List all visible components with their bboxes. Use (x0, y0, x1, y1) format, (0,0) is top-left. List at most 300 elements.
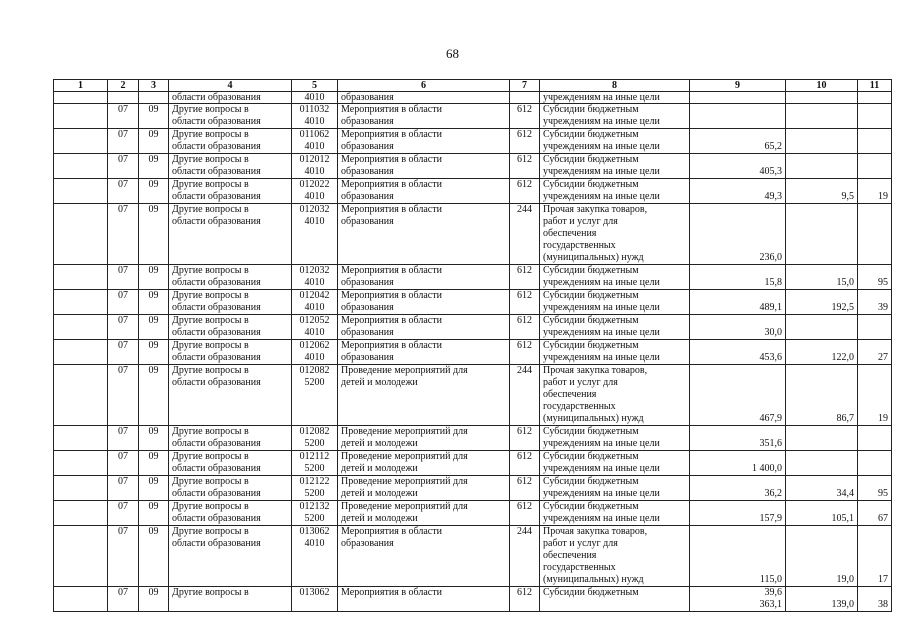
cell-line: образования (341, 191, 394, 202)
cell-line: (муниципальных) нужд (543, 252, 644, 263)
cell-line: 012012 (299, 154, 330, 165)
cell-section-name (169, 501, 292, 526)
cell-section-name (169, 526, 292, 587)
cell-target-name (338, 451, 510, 476)
cell-line: Мероприятия в области (341, 204, 442, 215)
cell-target-name (338, 340, 510, 365)
cell-line: Другие вопросы в (172, 179, 249, 190)
cell-empty (54, 365, 108, 426)
cell-section: 07 (108, 426, 139, 451)
cell-target-name (338, 204, 510, 265)
cell-value-11: 19 (858, 179, 892, 204)
cell-line: Прочая закупка товаров, (543, 204, 648, 215)
cell-target-name (338, 476, 510, 501)
cell-line: работ и услуг для (543, 216, 618, 227)
cell-line: Субсидии бюджетным (543, 179, 639, 190)
cell-line: области образования (172, 166, 261, 177)
cell-value-9: 49,3 (690, 179, 786, 204)
cell-target-code (292, 104, 338, 129)
cell-expense-type: 244 (510, 526, 540, 587)
cell-value-11 (858, 426, 892, 451)
cell-subsection: 09 (139, 426, 169, 451)
cell-expense-type: 612 (510, 129, 540, 154)
cell-value-10: 34,4 (786, 476, 858, 501)
cell-expense-type-name (540, 129, 690, 154)
cell-subsection: 09 (139, 104, 169, 129)
cell-value-line: 363,1 (759, 599, 782, 610)
cell-section-name (169, 204, 292, 265)
cell-expense-type: 612 (510, 315, 540, 340)
cell-line: 4010 (304, 538, 325, 549)
cell-section: 07 (108, 265, 139, 290)
cell-value-10 (786, 426, 858, 451)
cell-value-11: 17 (858, 526, 892, 587)
cell-line: 4010 (304, 191, 325, 202)
cell-section-name (169, 104, 292, 129)
cell-value-10: 19,0 (786, 526, 858, 587)
cell-line: Проведение мероприятий для (341, 426, 468, 437)
cell-line: 011062 (299, 129, 330, 140)
cell-line: Субсидии бюджетным (543, 340, 639, 351)
cell-empty (54, 587, 108, 612)
column-header: 8 (540, 80, 690, 92)
cell-line: Другие вопросы в (172, 365, 249, 376)
cell-line: Другие вопросы в (172, 426, 249, 437)
cell-target-name (338, 290, 510, 315)
cell-value-9: 236,0 (690, 204, 786, 265)
cell-expense-type: 612 (510, 290, 540, 315)
cell-expense-type: 244 (510, 204, 540, 265)
column-header: 7 (510, 80, 540, 92)
cell-line: Мероприятия в области (341, 104, 442, 115)
cell-line: области образования (172, 302, 261, 313)
header-row (54, 80, 892, 92)
cell-expense-type-name (540, 204, 690, 265)
cell-line: Другие вопросы в (172, 154, 249, 165)
table-row (54, 501, 892, 526)
cell-line: Мероприятия в области (341, 526, 442, 537)
cell-target-code (292, 204, 338, 265)
cell-line: 5200 (304, 438, 325, 449)
cell-target-code (292, 476, 338, 501)
cell-line: 012022 (299, 179, 330, 190)
column-header: 9 (690, 80, 786, 92)
cell-line: области образования (172, 141, 261, 152)
cell-section-name (169, 365, 292, 426)
table-row (54, 315, 892, 340)
table-row (54, 104, 892, 129)
cell-expense-type-name (540, 587, 690, 612)
cell-section-name: области образования (169, 92, 292, 104)
cell-line: учреждениям на иные цели (543, 191, 660, 202)
cell-value-9: 39,6 363,1 (690, 587, 786, 612)
cell-line: Другие вопросы в (172, 501, 249, 512)
cell-value-11 (858, 204, 892, 265)
cell-line: образования (341, 302, 394, 313)
cell-empty (54, 476, 108, 501)
cell-target-name: образования (338, 92, 510, 104)
cell-value-11: 95 (858, 265, 892, 290)
cell-section-name (169, 587, 292, 612)
cell-expense-type-name (540, 340, 690, 365)
cell-line: 5200 (304, 463, 325, 474)
cell-section: 07 (108, 587, 139, 612)
cell-value-9: 36,2 (690, 476, 786, 501)
cell-target-code (292, 154, 338, 179)
cell-expense-type-name (540, 476, 690, 501)
cell-section-name (169, 340, 292, 365)
cell-value-9: 351,6 (690, 426, 786, 451)
cell-line: 4010 (304, 166, 325, 177)
cell-expense-type-name: учреждениям на иные цели (540, 92, 690, 104)
column-header: 3 (139, 80, 169, 92)
cell-value-10 (786, 154, 858, 179)
cell-line: области образования (172, 488, 261, 499)
cell-target-code (292, 365, 338, 426)
cell-line: 4010 (304, 327, 325, 338)
cell-target-code (292, 426, 338, 451)
cell-section: 07 (108, 104, 139, 129)
cell-line: Проведение мероприятий для (341, 365, 468, 376)
cell-line: учреждениям на иные цели (543, 352, 660, 363)
cell-line: области образования (172, 327, 261, 338)
cell-line: Субсидии бюджетным (543, 129, 639, 140)
cell-expense-type: 244 (510, 365, 540, 426)
cell-line: Проведение мероприятий для (341, 501, 468, 512)
budget-table (53, 79, 892, 612)
cell-line: 011032 (299, 104, 330, 115)
cell-line: работ и услуг для (543, 538, 618, 549)
column-header: 11 (858, 80, 892, 92)
cell-section-name (169, 265, 292, 290)
cell-line: 4010 (304, 302, 325, 313)
table-row (54, 179, 892, 204)
column-header: 4 (169, 80, 292, 92)
cell-section-name (169, 315, 292, 340)
cell-line: учреждениям на иные цели (543, 166, 660, 177)
cell-line: Другие вопросы в (172, 526, 249, 537)
cell-line: Субсидии бюджетным (543, 451, 639, 462)
cell-line: учреждениям на иные цели (543, 513, 660, 524)
cell-empty (54, 104, 108, 129)
cell-target-code (292, 315, 338, 340)
cell-line: области образования (172, 463, 261, 474)
cell-empty (54, 451, 108, 476)
cell-line: 012032 (299, 265, 330, 276)
cell-line: учреждениям на иные цели (543, 438, 660, 449)
page-number: 68 (446, 46, 459, 61)
cell-line: образования (341, 327, 394, 338)
column-header: 1 (54, 80, 108, 92)
cell-subsection: 09 (139, 526, 169, 587)
table-row (54, 290, 892, 315)
cell-line: Другие вопросы в (172, 340, 249, 351)
cell-line: учреждениям на иные цели (543, 277, 660, 288)
cell-target-name (338, 587, 510, 612)
cell-value-11: 95 (858, 476, 892, 501)
cell-line: Субсидии бюджетным (543, 501, 639, 512)
cell-line: Другие вопросы в (172, 104, 249, 115)
cell-line: Субсидии бюджетным (543, 315, 639, 326)
cell-line: учреждениям на иные цели (543, 463, 660, 474)
cell-section: 07 (108, 204, 139, 265)
cell-line: учреждениям на иные цели (543, 116, 660, 127)
cell-value-11: 67 (858, 501, 892, 526)
table-row (54, 476, 892, 501)
cell-line: Другие вопросы в (172, 290, 249, 301)
cell-line: области образования (172, 277, 261, 288)
cell-line: области образования (172, 377, 261, 388)
cell-line: 012052 (299, 315, 330, 326)
cell-line: учреждениям на иные цели (543, 488, 660, 499)
cell-line: Другие вопросы в (172, 476, 249, 487)
cell-line: области образования (172, 116, 261, 127)
table-row (54, 129, 892, 154)
cell-line: Мероприятия в области (341, 290, 442, 301)
cell-line: Проведение мероприятий для (341, 476, 468, 487)
table-row (54, 587, 892, 612)
cell-line: 4010 (304, 216, 325, 227)
cell-section: 07 (108, 365, 139, 426)
table-row (54, 365, 892, 426)
cell-value-11 (858, 587, 892, 612)
cell-line: 012112 (299, 451, 330, 462)
cell-line: Субсидии бюджетным (543, 476, 639, 487)
cell-expense-type-name (540, 265, 690, 290)
cell-line: образования (341, 116, 394, 127)
cell-value-10: 86,7 (786, 365, 858, 426)
cell-target-name (338, 526, 510, 587)
cell-line: Проведение мероприятий для (341, 451, 468, 462)
cell-expense-type: 612 (510, 426, 540, 451)
table-row (54, 526, 892, 587)
cell-subsection: 09 (139, 290, 169, 315)
cell-section: 07 (108, 154, 139, 179)
cell-subsection: 09 (139, 179, 169, 204)
cell-value-9: 30,0 (690, 315, 786, 340)
cell-target-name (338, 129, 510, 154)
cell-expense-type: 612 (510, 154, 540, 179)
cell-line: 012042 (299, 290, 330, 301)
cell-line: 4010 (304, 141, 325, 152)
cell-subsection: 09 (139, 451, 169, 476)
cell-line: 012082 (299, 365, 330, 376)
cell-line: образования (341, 141, 394, 152)
cell-section-name (169, 290, 292, 315)
cell-value-10 (786, 104, 858, 129)
cell-line: работ и услуг для (543, 377, 618, 388)
cell-empty (54, 501, 108, 526)
cell-section-name (169, 179, 292, 204)
cell-target-name (338, 265, 510, 290)
cell-expense-type: 612 (510, 501, 540, 526)
column-header: 10 (786, 80, 858, 92)
cell-line: Мероприятия в области (341, 265, 442, 276)
cell-target-name (338, 154, 510, 179)
cell-line: Субсидии бюджетным (543, 265, 639, 276)
cell-subsection: 09 (139, 265, 169, 290)
cell-empty (54, 290, 108, 315)
cell-line: Субсидии бюджетным (543, 290, 639, 301)
cell-line: Другие вопросы в (172, 265, 249, 276)
cell-line: 012122 (299, 476, 330, 487)
cell-line: 012132 (299, 501, 330, 512)
cell-line: детей и молодежи (341, 377, 418, 388)
cell-empty (54, 129, 108, 154)
table-row (54, 451, 892, 476)
cell-section-name (169, 129, 292, 154)
cell-line: Другие вопросы в (172, 315, 249, 326)
cell-line: детей и молодежи (341, 513, 418, 524)
cell-section-name (169, 451, 292, 476)
cell-line: области образования (172, 538, 261, 549)
cell-section: 07 (108, 179, 139, 204)
cell-line: государственных (543, 401, 616, 412)
cell-value-9: 65,2 (690, 129, 786, 154)
table-row (54, 154, 892, 179)
cell-line: 012032 (299, 204, 330, 215)
cell-subsection: 09 (139, 204, 169, 265)
cell-line: области образования (172, 438, 261, 449)
cell-line: образования (341, 216, 394, 227)
cell-section: 07 (108, 476, 139, 501)
cell-value-9: 157,9 (690, 501, 786, 526)
cell-value-10 (786, 587, 858, 612)
cell-line: Субсидии бюджетным (543, 426, 639, 437)
cell-line: детей и молодежи (341, 438, 418, 449)
cell-line: Мероприятия в области (341, 340, 442, 351)
cell-value-9: 489,1 (690, 290, 786, 315)
cell-empty (54, 426, 108, 451)
cell-target-code (292, 340, 338, 365)
cell-expense-type: 612 (510, 104, 540, 129)
cell-empty (54, 340, 108, 365)
cell-value-11 (858, 104, 892, 129)
cell-line: образования (341, 277, 394, 288)
cell-subsection: 09 (139, 365, 169, 426)
cell-line: Мероприятия в области (341, 129, 442, 140)
cell-target-name (338, 426, 510, 451)
cell-line: детей и молодежи (341, 463, 418, 474)
cell-line: 4010 (304, 116, 325, 127)
cell-subsection: 09 (139, 315, 169, 340)
cell-value-10 (786, 204, 858, 265)
cell-line: Мероприятия в области (341, 587, 442, 598)
cell-line: Другие вопросы в (172, 129, 249, 140)
column-header: 2 (108, 80, 139, 92)
cell-line: области образования (172, 352, 261, 363)
cell-expense-type-name (540, 290, 690, 315)
cell-line: учреждениям на иные цели (543, 141, 660, 152)
cell-value-9: 115,0 (690, 526, 786, 587)
cell-target-code (292, 179, 338, 204)
cell-line: 013062 (299, 526, 330, 537)
cell-line: Прочая закупка товаров, (543, 365, 648, 376)
cell-line: учреждениям на иные цели (543, 302, 660, 313)
table-row (54, 340, 892, 365)
cell-value-9: 453,6 (690, 340, 786, 365)
cell-value-11: 39 (858, 290, 892, 315)
cell-target-name (338, 501, 510, 526)
cell-target-code (292, 526, 338, 587)
cell-line: Мероприятия в области (341, 179, 442, 190)
cell-section: 07 (108, 315, 139, 340)
cell-section: 07 (108, 526, 139, 587)
cell-value-11 (858, 129, 892, 154)
cell-expense-type-name (540, 154, 690, 179)
cell-section: 07 (108, 290, 139, 315)
cell-line: детей и молодежи (341, 488, 418, 499)
cell-line: области образования (172, 216, 261, 227)
cell-target-name (338, 365, 510, 426)
cell-line: Субсидии бюджетным (543, 104, 639, 115)
cell-expense-type-name (540, 426, 690, 451)
cell-expense-type: 612 (510, 451, 540, 476)
cell-line: обеспечения (543, 389, 597, 400)
table-row (54, 265, 892, 290)
cell-subsection: 09 (139, 587, 169, 612)
table-row (54, 426, 892, 451)
cell-value-10: 192,5 (786, 290, 858, 315)
cell-expense-type-name (540, 179, 690, 204)
cell-line: образования (341, 166, 394, 177)
cell-empty (54, 154, 108, 179)
cell-expense-type-name (540, 365, 690, 426)
cell-line: Субсидии бюджетным (543, 154, 639, 165)
cell-subsection: 09 (139, 501, 169, 526)
cell-line: 012082 (299, 426, 330, 437)
cell-line: (муниципальных) нужд (543, 413, 644, 424)
cell-value-9: 467,9 (690, 365, 786, 426)
cell-expense-type-name (540, 451, 690, 476)
cell-section: 07 (108, 129, 139, 154)
cell-value-10: 105,1 (786, 501, 858, 526)
cell-expense-type-name (540, 501, 690, 526)
cell-expense-type: 612 (510, 587, 540, 612)
cell-value-10: 15,0 (786, 265, 858, 290)
cell-line: Прочая закупка товаров, (543, 526, 648, 537)
cell-line: обеспечения (543, 228, 597, 239)
cell-line: Другие вопросы в (172, 587, 249, 598)
cell-line: 4010 (304, 277, 325, 288)
cell-section-name (169, 154, 292, 179)
cell-expense-type: 612 (510, 340, 540, 365)
cell-line: государственных (543, 562, 616, 573)
cell-value-10 (786, 451, 858, 476)
cell-section: 07 (108, 340, 139, 365)
cell-subsection: 09 (139, 129, 169, 154)
cell-value-10 (786, 315, 858, 340)
table-row (54, 92, 892, 104)
cell-line: государственных (543, 240, 616, 251)
cell-target-name (338, 179, 510, 204)
cell-section-name (169, 426, 292, 451)
cell-subsection: 09 (139, 340, 169, 365)
cell-line: образования (341, 538, 394, 549)
cell-section: 07 (108, 451, 139, 476)
cell-value-line: 139,0 (831, 599, 854, 610)
cell-target-code (292, 501, 338, 526)
cell-value-9: 15,8 (690, 265, 786, 290)
column-header: 5 (292, 80, 338, 92)
cell-line: Мероприятия в области (341, 154, 442, 165)
cell-line: 012062 (299, 340, 330, 351)
cell-line: Субсидии бюджетным (543, 587, 639, 598)
cell-value-11 (858, 315, 892, 340)
cell-value-line: 38 (878, 599, 888, 610)
table-row (54, 204, 892, 265)
cell-value-11 (858, 451, 892, 476)
